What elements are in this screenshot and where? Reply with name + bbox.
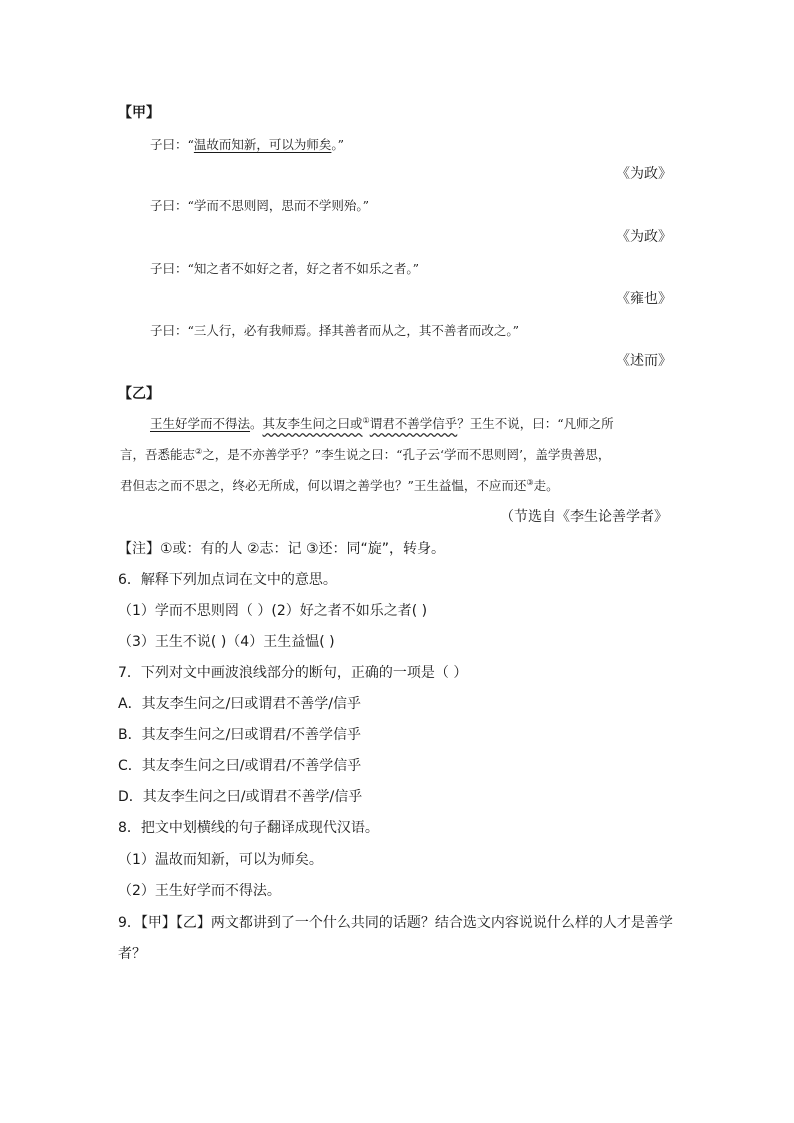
question-7-option-d: D．其友李生问之曰/或谓君不善学/信乎	[118, 789, 363, 805]
question-7-option-b: B．其友李生问之/曰或谓君/不善学信乎	[118, 727, 362, 743]
yi-passage-line-1	[150, 414, 614, 434]
yi-wavy-segment-1: 其友李生问之曰或	[262, 416, 363, 431]
question-6-row-2: （3）王生不说( )（4）王生益愠( )	[118, 634, 335, 650]
question-8-item-2: （2）王生好学而不得法。	[118, 883, 281, 899]
question-7-option-a: A．其友李生问之/曰或谓君不善学/信乎	[118, 696, 362, 712]
question-6-stem: 6．解释下列加点词在文中的意思。	[118, 572, 337, 588]
yi-line3-b: 走。	[533, 478, 559, 493]
yi-line2-a: 言，吾悉能志	[120, 447, 196, 462]
jia-quote-1-source: 《为政》	[616, 166, 672, 182]
yi-line1-punct: 。	[250, 416, 263, 431]
question-7-option-c: C．其友李生问之曰/或谓君/不善学信乎	[118, 758, 362, 774]
question-9-line-1: 9．【甲】【乙】两文都讲到了一个什么共同的话题？结合选文内容说说什么样的人才是善学	[118, 915, 673, 931]
jia-quote-2: 子曰：“学而不思则罔，思而不学则殆。”	[150, 198, 370, 213]
yi-line1-end: ？王生不说，曰：“凡师之所	[457, 416, 614, 431]
jia-quote-1-underlined: 温故而知新，可以为师矣	[193, 137, 332, 152]
yi-line3-a: 君但志之而不思之，终必无所成，何以谓之善学也？”王生益愠，不应而还	[120, 478, 527, 493]
jia-quote-4: 子曰：“三人行，必有我师焉。择其善者而从之，其不善者而改之。”	[150, 323, 520, 338]
jia-quote-1-suffix: 。”	[331, 137, 345, 152]
yi-underlined-sentence: 王生好学而不得法	[150, 416, 251, 431]
annotation-note: 【注】①或：有的人 ②志：记 ③还：同“旋”，转身。	[118, 541, 446, 557]
question-6-row-1: （1）学而不思则罔（ ）(2）好之者不如乐之者( )	[118, 603, 428, 619]
footnote-marker-2: ②	[195, 446, 203, 456]
yi-passage-line-2	[120, 445, 610, 465]
section-yi-header: 【乙】	[118, 386, 160, 402]
footnote-marker-1: ①	[362, 415, 370, 425]
question-7-stem: 7．下列对文中画波浪线部分的断句，正确的一项是（ ）	[118, 665, 468, 681]
jia-quote-1-prefix: 子曰：“	[150, 137, 194, 152]
section-jia-header: 【甲】	[118, 105, 160, 121]
yi-source: （节选自《李生论善学者》	[500, 509, 668, 525]
jia-quote-4-source: 《述而》	[616, 353, 672, 369]
question-8-stem: 8．把文中划横线的句子翻译成现代汉语。	[118, 820, 379, 836]
footnote-marker-3: ③	[526, 477, 534, 487]
jia-quote-1	[150, 135, 344, 155]
yi-wavy-segment-2: 谓君不善学信乎	[369, 416, 458, 431]
jia-quote-3: 子曰：“知之者不如好之者，好之者不如乐之者。”	[150, 261, 420, 276]
jia-quote-2-source: 《为政》	[616, 229, 672, 245]
yi-passage-line-3	[120, 476, 559, 496]
jia-quote-3-source: 《雍也》	[616, 291, 672, 307]
yi-line2-b: 之，是不亦善学乎？”李生说之曰：“孔子云‘学而不思则罔’，盖学贵善思，	[202, 447, 611, 462]
question-9-line-2: 者？	[118, 946, 146, 962]
question-8-item-1: （1）温故而知新，可以为师矣。	[118, 852, 323, 868]
